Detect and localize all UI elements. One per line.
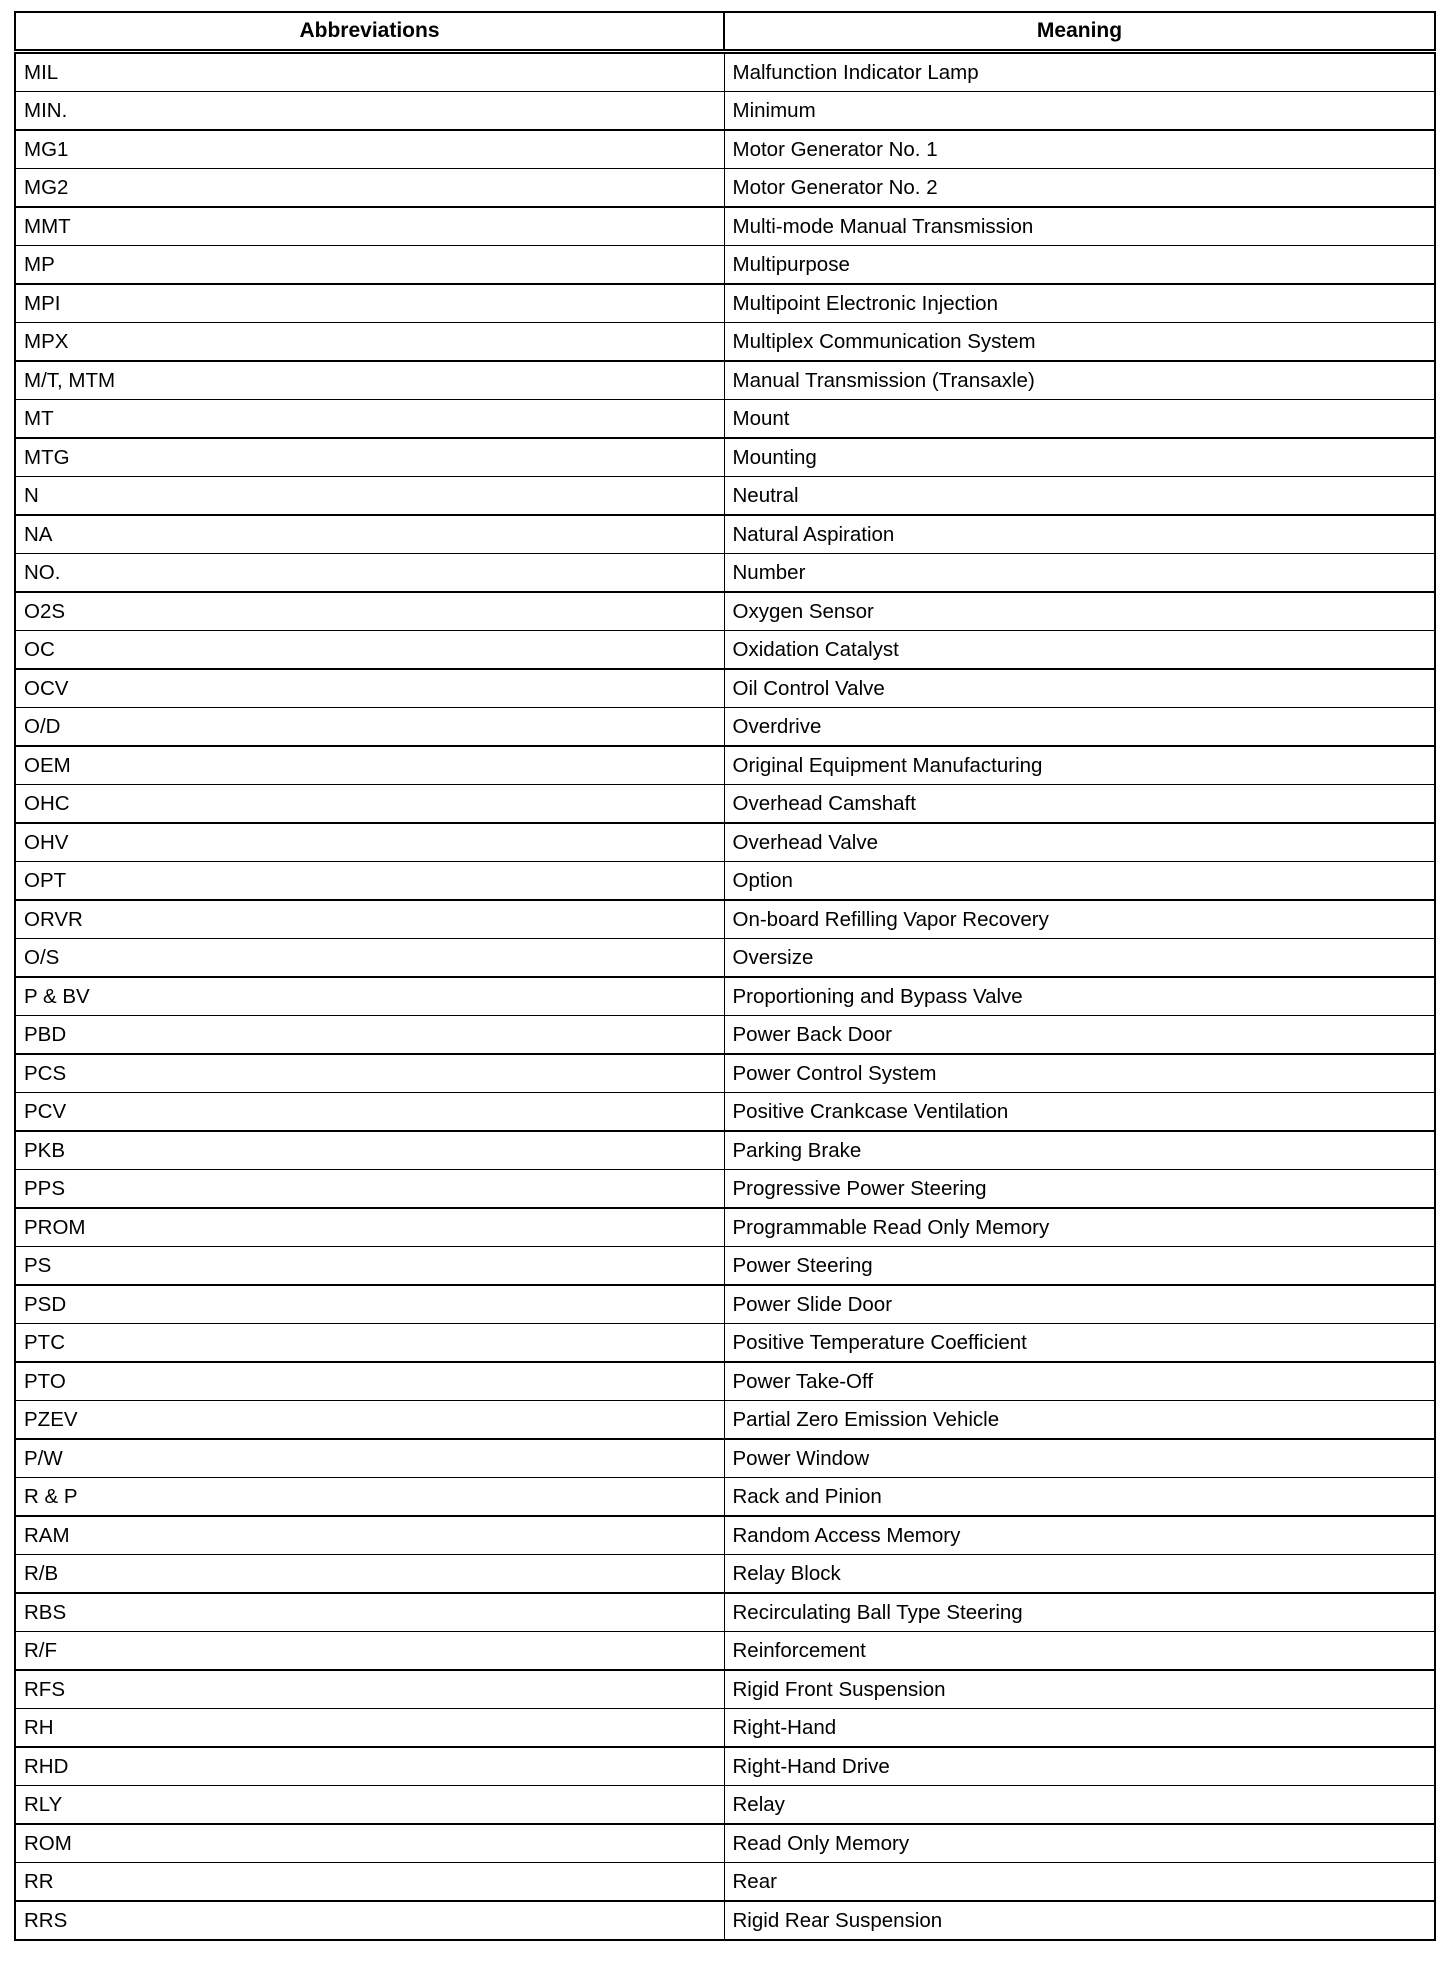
table-row <box>15 1054 1435 1093</box>
table-header-row <box>15 12 1435 52</box>
table-row <box>15 1170 1435 1209</box>
abbreviation-cell: RAM <box>15 1516 724 1555</box>
abbreviation-cell: O/D <box>15 708 724 747</box>
meaning-cell: Minimum <box>724 92 1435 131</box>
abbreviation-cell: MIL <box>15 52 724 92</box>
abbreviation-cell: R & P <box>15 1478 724 1517</box>
table-row <box>15 1747 1435 1786</box>
meaning-cell: Parking Brake <box>724 1131 1435 1170</box>
abbreviation-cell: ROM <box>15 1824 724 1863</box>
abbreviation-cell: MTG <box>15 438 724 477</box>
table-row <box>15 708 1435 747</box>
table-row <box>15 515 1435 554</box>
abbreviation-cell: PCS <box>15 1054 724 1093</box>
table-row <box>15 631 1435 670</box>
meaning-cell: Power Slide Door <box>724 1285 1435 1324</box>
meaning-cell: Relay Block <box>724 1555 1435 1594</box>
abbreviation-cell: MPX <box>15 323 724 362</box>
table-row <box>15 92 1435 131</box>
abbreviation-cell: RH <box>15 1709 724 1748</box>
meaning-cell: Progressive Power Steering <box>724 1170 1435 1209</box>
table-row <box>15 1285 1435 1324</box>
table-row <box>15 246 1435 285</box>
abbreviation-cell: OHC <box>15 785 724 824</box>
table-row <box>15 1208 1435 1247</box>
table-row <box>15 1324 1435 1363</box>
meaning-cell: Mount <box>724 400 1435 439</box>
meaning-cell: Overhead Valve <box>724 823 1435 862</box>
abbreviation-cell: PCV <box>15 1093 724 1132</box>
meaning-cell: Right-Hand Drive <box>724 1747 1435 1786</box>
table-row <box>15 1247 1435 1286</box>
meaning-cell: Option <box>724 862 1435 901</box>
table-row <box>15 977 1435 1016</box>
table-row <box>15 1824 1435 1863</box>
meaning-cell: Malfunction Indicator Lamp <box>724 52 1435 92</box>
table-row <box>15 823 1435 862</box>
meaning-cell: Neutral <box>724 477 1435 516</box>
meaning-cell: Partial Zero Emission Vehicle <box>724 1401 1435 1440</box>
meaning-cell: Multipoint Electronic Injection <box>724 284 1435 323</box>
abbreviation-cell: R/F <box>15 1632 724 1671</box>
meaning-cell: Positive Crankcase Ventilation <box>724 1093 1435 1132</box>
column-header-meaning: Meaning <box>724 12 1435 52</box>
table-row <box>15 1863 1435 1902</box>
table-row <box>15 438 1435 477</box>
meaning-cell: Programmable Read Only Memory <box>724 1208 1435 1247</box>
abbreviation-cell: PPS <box>15 1170 724 1209</box>
abbreviation-cell: PSD <box>15 1285 724 1324</box>
table-row <box>15 1516 1435 1555</box>
abbreviation-cell: PBD <box>15 1016 724 1055</box>
table-row <box>15 323 1435 362</box>
meaning-cell: Multipurpose <box>724 246 1435 285</box>
abbreviation-cell: RLY <box>15 1786 724 1825</box>
abbreviation-cell: OCV <box>15 669 724 708</box>
abbreviation-cell: M/T, MTM <box>15 361 724 400</box>
meaning-cell: Power Back Door <box>724 1016 1435 1055</box>
meaning-cell: Rigid Rear Suspension <box>724 1901 1435 1940</box>
table-row <box>15 1593 1435 1632</box>
table-row <box>15 400 1435 439</box>
meaning-cell: Motor Generator No. 1 <box>724 130 1435 169</box>
meaning-cell: Rack and Pinion <box>724 1478 1435 1517</box>
abbreviation-cell: PZEV <box>15 1401 724 1440</box>
meaning-cell: Proportioning and Bypass Valve <box>724 977 1435 1016</box>
table-row <box>15 746 1435 785</box>
abbreviation-cell: OPT <box>15 862 724 901</box>
meaning-cell: Power Take-Off <box>724 1362 1435 1401</box>
abbreviation-cell: PTO <box>15 1362 724 1401</box>
abbreviation-cell: MPI <box>15 284 724 323</box>
abbreviation-cell: MG2 <box>15 169 724 208</box>
meaning-cell: Rear <box>724 1863 1435 1902</box>
meaning-cell: Overhead Camshaft <box>724 785 1435 824</box>
table-row <box>15 1632 1435 1671</box>
abbreviation-cell: P/W <box>15 1439 724 1478</box>
table-row <box>15 862 1435 901</box>
meaning-cell: Relay <box>724 1786 1435 1825</box>
meaning-cell: Power Control System <box>724 1054 1435 1093</box>
abbreviations-table <box>14 11 1436 1941</box>
meaning-cell: Read Only Memory <box>724 1824 1435 1863</box>
abbreviation-cell: RHD <box>15 1747 724 1786</box>
abbreviation-cell: O/S <box>15 939 724 978</box>
abbreviation-cell: OEM <box>15 746 724 785</box>
abbreviations-sheet <box>14 11 1434 1941</box>
table-row <box>15 939 1435 978</box>
table-row <box>15 900 1435 939</box>
meaning-cell: Mounting <box>724 438 1435 477</box>
table-row <box>15 284 1435 323</box>
meaning-cell: On-board Refilling Vapor Recovery <box>724 900 1435 939</box>
meaning-cell: Multi-mode Manual Transmission <box>724 207 1435 246</box>
table-row <box>15 1478 1435 1517</box>
abbreviation-cell: RR <box>15 1863 724 1902</box>
abbreviation-cell: MG1 <box>15 130 724 169</box>
abbreviation-cell: MMT <box>15 207 724 246</box>
meaning-cell: Reinforcement <box>724 1632 1435 1671</box>
meaning-cell: Oxygen Sensor <box>724 592 1435 631</box>
meaning-cell: Original Equipment Manufacturing <box>724 746 1435 785</box>
meaning-cell: Power Window <box>724 1439 1435 1478</box>
meaning-cell: Recirculating Ball Type Steering <box>724 1593 1435 1632</box>
abbreviation-cell: OC <box>15 631 724 670</box>
meaning-cell: Random Access Memory <box>724 1516 1435 1555</box>
table-row <box>15 1131 1435 1170</box>
abbreviation-cell: MIN. <box>15 92 724 131</box>
table-row <box>15 130 1435 169</box>
meaning-cell: Overdrive <box>724 708 1435 747</box>
table-body <box>15 52 1435 1941</box>
abbreviation-cell: MP <box>15 246 724 285</box>
abbreviation-cell: ORVR <box>15 900 724 939</box>
abbreviation-cell: RFS <box>15 1670 724 1709</box>
abbreviation-cell: PTC <box>15 1324 724 1363</box>
meaning-cell: Natural Aspiration <box>724 515 1435 554</box>
table-row <box>15 785 1435 824</box>
abbreviation-cell: RBS <box>15 1593 724 1632</box>
meaning-cell: Motor Generator No. 2 <box>724 169 1435 208</box>
abbreviation-cell: PROM <box>15 1208 724 1247</box>
table-row <box>15 1901 1435 1940</box>
abbreviation-cell: NO. <box>15 554 724 593</box>
table-row <box>15 1439 1435 1478</box>
meaning-cell: Number <box>724 554 1435 593</box>
meaning-cell: Rigid Front Suspension <box>724 1670 1435 1709</box>
meaning-cell: Multiplex Communication System <box>724 323 1435 362</box>
abbreviation-cell: PKB <box>15 1131 724 1170</box>
table-row <box>15 1016 1435 1055</box>
table-row <box>15 1093 1435 1132</box>
meaning-cell: Power Steering <box>724 1247 1435 1286</box>
table-row <box>15 1362 1435 1401</box>
meaning-cell: Oxidation Catalyst <box>724 631 1435 670</box>
meaning-cell: Manual Transmission (Transaxle) <box>724 361 1435 400</box>
abbreviation-cell: O2S <box>15 592 724 631</box>
table-row <box>15 52 1435 92</box>
table-row <box>15 361 1435 400</box>
table-row <box>15 669 1435 708</box>
abbreviation-cell: OHV <box>15 823 724 862</box>
table-row <box>15 554 1435 593</box>
table-row <box>15 1709 1435 1748</box>
table-row <box>15 1786 1435 1825</box>
table-row <box>15 592 1435 631</box>
meaning-cell: Oversize <box>724 939 1435 978</box>
abbreviation-cell: P & BV <box>15 977 724 1016</box>
table-row <box>15 1555 1435 1594</box>
table-row <box>15 1401 1435 1440</box>
abbreviation-cell: NA <box>15 515 724 554</box>
table-row <box>15 207 1435 246</box>
abbreviation-cell: RRS <box>15 1901 724 1940</box>
table-row <box>15 1670 1435 1709</box>
meaning-cell: Positive Temperature Coefficient <box>724 1324 1435 1363</box>
abbreviation-cell: MT <box>15 400 724 439</box>
meaning-cell: Oil Control Valve <box>724 669 1435 708</box>
table-row <box>15 169 1435 208</box>
abbreviation-cell: R/B <box>15 1555 724 1594</box>
meaning-cell: Right-Hand <box>724 1709 1435 1748</box>
abbreviation-cell: PS <box>15 1247 724 1286</box>
abbreviation-cell: N <box>15 477 724 516</box>
column-header-abbreviations: Abbreviations <box>15 12 724 52</box>
table-row <box>15 477 1435 516</box>
